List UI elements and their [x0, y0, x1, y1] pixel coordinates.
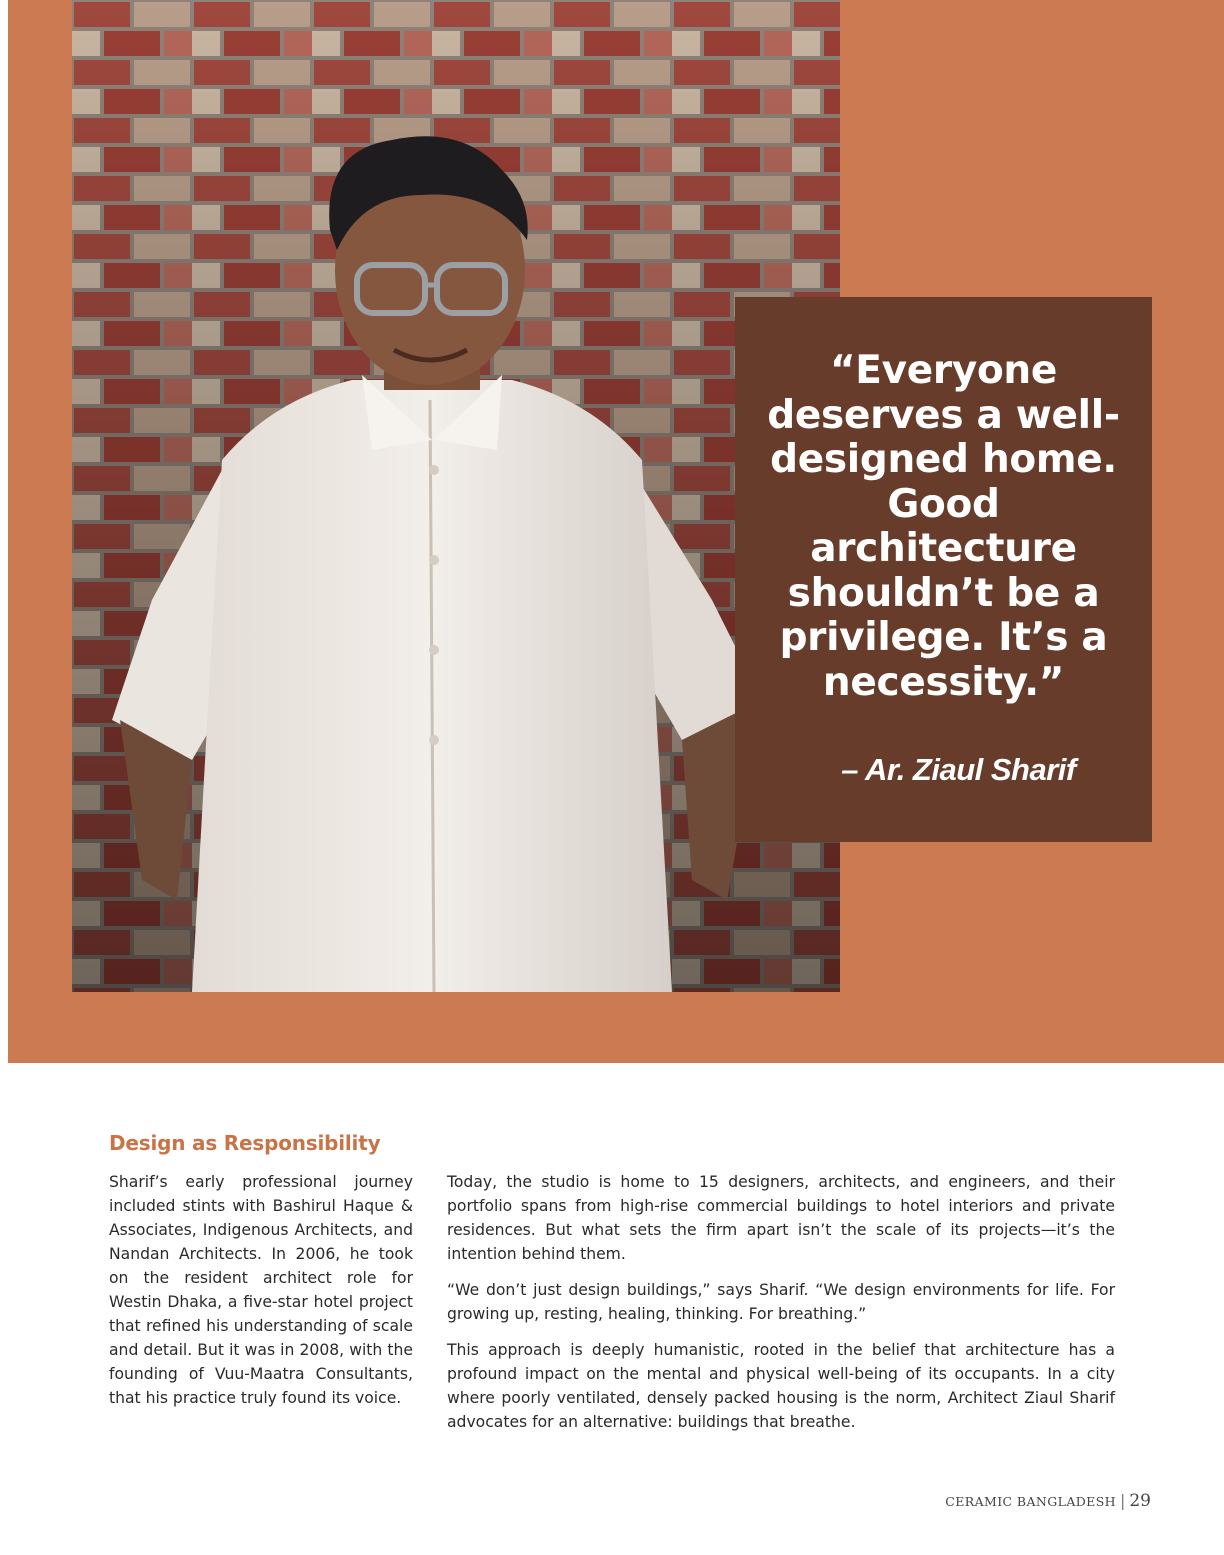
portrait-photo [72, 0, 840, 992]
pull-quote-box [735, 297, 1152, 842]
pull-quote-text: “Everyone deserves a well-designed home. Good architecture shouldn’t be a privilege. It’s a necessity.” [767, 348, 1120, 705]
left-column [109, 1170, 413, 1422]
paragraph: Sharif’s early professional journey included stints with Bashirul Haque & Associates, Indigenous Architects, and Nandan Architects. In 2006, he took on the resident architect role for Westin Dhaka, a five-star hotel project that refined his understanding of scale and detail. But it was in 2008, with the founding of Vuu-Maatra Consultants, that his practice truly found its voice. [109, 1173, 413, 1407]
paragraph: “We don’t just design buildings,” says Sharif. “We design environments for life. For growing up, resting, healing, thinking. For breathing.” [447, 1281, 1115, 1323]
page-number: 29 [1129, 1491, 1151, 1511]
pull-quote-attribution: – Ar. Ziaul Sharif [841, 752, 1076, 787]
page-footer [945, 1491, 1151, 1511]
portrait-illustration [72, 0, 840, 992]
footer-separator: | [1119, 1491, 1126, 1510]
right-column [447, 1170, 1115, 1446]
magazine-name: CERAMIC BANGLADESH [945, 1494, 1116, 1509]
paragraph: Today, the studio is home to 15 designers, architects, and engineers, and their portfolio spans from high-rise commercial buildings to hotel interiors and private residences. But what sets the firm apart isn’t the scale of its projects—it’s the intention behind them. [447, 1173, 1115, 1263]
section-heading: Design as Responsibility [109, 1131, 381, 1155]
paragraph: This approach is deeply humanistic, rooted in the belief that architecture has a profound impact on the mental and physical well-being of its occupants. In a city where poorly ventilated, densely packed housing is the norm, Architect Ziaul Sharif advocates for an alternative: buildings that breathe. [447, 1341, 1115, 1431]
